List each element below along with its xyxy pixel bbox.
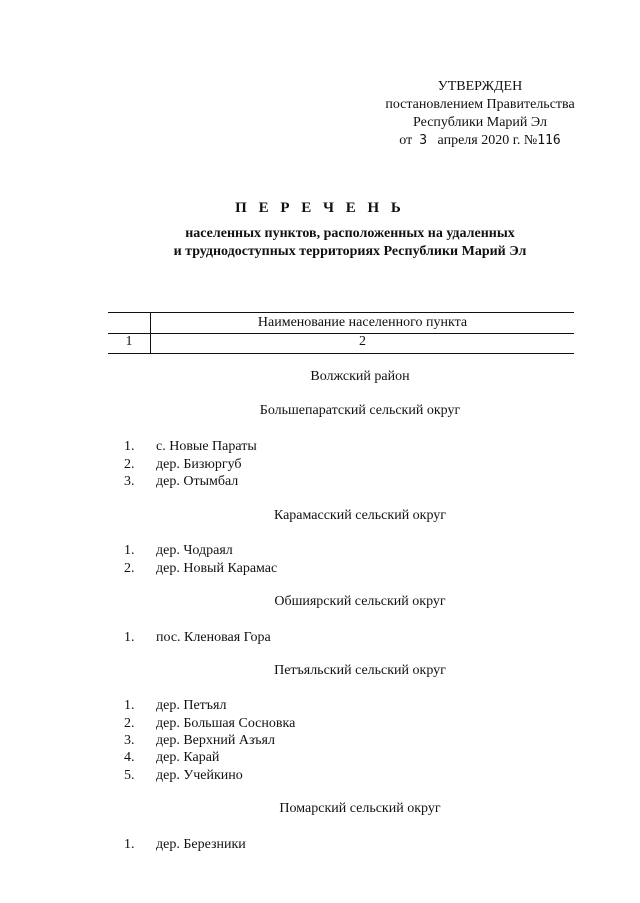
okrug-heading: Петъяльский сельский округ xyxy=(274,663,446,678)
list-item xyxy=(124,715,295,733)
item-text: пос. Кленовая Гора xyxy=(156,630,271,645)
approval-line-republic: Республики Марий Эл xyxy=(413,115,547,130)
date-rest: апреля 2020 г. № xyxy=(437,133,538,148)
document-subtitle xyxy=(0,225,640,261)
item-text: дер. Учейкино xyxy=(156,768,243,783)
item-text: дер. Петъял xyxy=(156,698,227,713)
item-number: 1. xyxy=(124,698,135,713)
okrug-heading: Обшиярский сельский округ xyxy=(274,594,446,609)
item-number: 2. xyxy=(124,457,135,472)
item-number: 1. xyxy=(124,439,135,454)
list-item xyxy=(124,629,271,647)
item-number: 1. xyxy=(124,630,135,645)
list-item xyxy=(124,542,233,560)
item-number: 1. xyxy=(124,543,135,558)
approval-date xyxy=(360,132,600,150)
item-text: дер. Березники xyxy=(156,837,246,852)
item-text: дер. Бизюргуб xyxy=(156,457,242,472)
table-col1-number: 1 xyxy=(125,334,133,349)
list-item xyxy=(124,456,242,474)
list-item xyxy=(124,767,243,785)
subtitle-line-1: населенных пунктов, расположенных на удаленных xyxy=(185,226,515,241)
item-number: 3. xyxy=(124,474,135,489)
list-item xyxy=(124,560,277,578)
item-number: 4. xyxy=(124,750,135,765)
table-col2-number: 2 xyxy=(359,334,366,349)
subtitle-line-2: и труднодоступных территориях Республики Марий Эл xyxy=(173,244,527,259)
approval-line-government: постановлением Правительства xyxy=(385,97,575,112)
list-item xyxy=(124,697,226,715)
item-text: дер. Отымбал xyxy=(156,474,239,489)
date-prefix: от xyxy=(399,133,413,148)
district-heading: Волжский район xyxy=(310,369,410,384)
approval-block xyxy=(360,78,600,150)
list-item xyxy=(124,473,238,491)
item-number: 3. xyxy=(124,733,135,748)
item-text: дер. Большая Сосновка xyxy=(156,716,296,731)
okrug-heading: Карамасский сельский округ xyxy=(273,508,447,523)
date-day: 3 xyxy=(419,133,428,148)
decree-number: 116 xyxy=(537,133,561,148)
item-text: дер. Карай xyxy=(156,750,220,765)
list-item xyxy=(124,749,219,767)
list-item xyxy=(124,438,257,456)
approval-title: УТВЕРЖДЕН xyxy=(437,79,523,94)
header-table xyxy=(108,312,574,354)
item-number: 2. xyxy=(124,561,135,576)
item-text: с. Новые Параты xyxy=(156,439,257,454)
item-text: дер. Чодраял xyxy=(156,543,233,558)
item-text: дер. Верхний Азъял xyxy=(156,733,275,748)
item-text: дер. Новый Карамас xyxy=(156,561,278,576)
item-number: 2. xyxy=(124,716,135,731)
list-item xyxy=(124,732,275,750)
okrug-heading: Помарский сельский округ xyxy=(279,801,441,816)
document-title: П Е Р Е Ч Е Н Ь xyxy=(235,200,405,216)
list-item xyxy=(124,836,246,854)
item-number: 1. xyxy=(124,837,135,852)
okrug-heading: Большепаратский сельский округ xyxy=(259,403,461,418)
item-number: 5. xyxy=(124,768,135,783)
table-col2-header: Наименование населенного пункта xyxy=(257,315,468,330)
